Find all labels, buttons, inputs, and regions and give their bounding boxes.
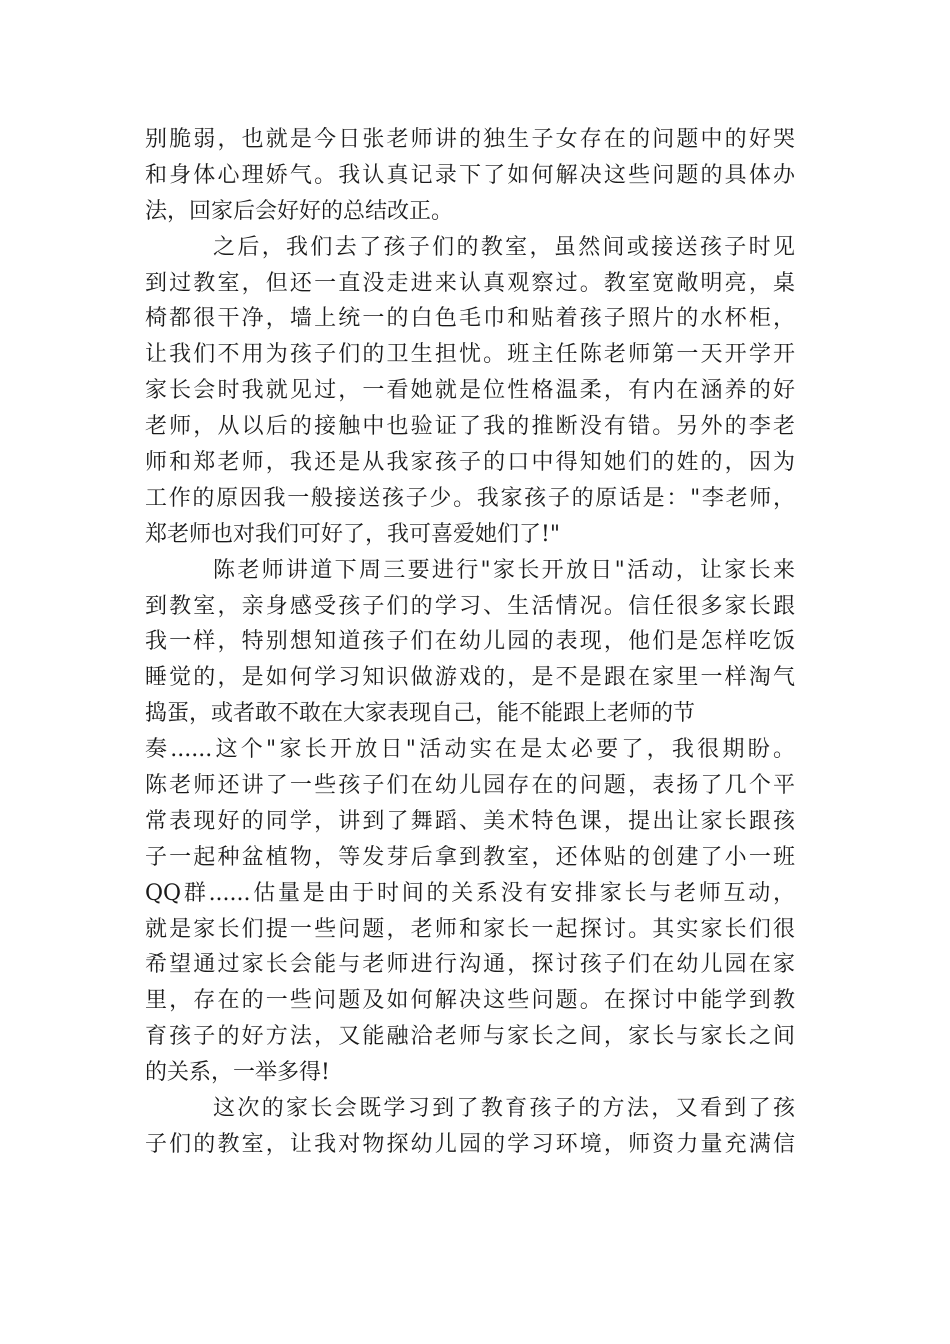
text-line: 让我们不用为孩子们的卫生担忧。班主任陈老师第一天开学开: [145, 342, 795, 368]
text-line: 老师，从以后的接触中也验证了我的推断没有错。另外的李老: [145, 414, 795, 440]
text-line: 师和郑老师，我还是从我家孩子的口中得知她们的姓的，因为: [145, 450, 795, 476]
text-line: 别脆弱，也就是今日张老师讲的独生子女存在的问题中的好哭: [145, 127, 795, 152]
text-line: 捣蛋，或者敢不敢在大家表现自己，能不能跟上老师的节: [145, 701, 696, 727]
body-text: [145, 122, 795, 1163]
text-line: 工作的原因我一般接送孩子少。我家孩子的原话是："李老师，: [145, 485, 795, 511]
text-line: 希望通过家长会能与老师进行沟通，探讨孩子们在幼儿园在家: [145, 952, 795, 978]
text-line: 到过教室，但还一直没走进来认真观察过。教室宽敞明亮，桌: [145, 270, 795, 296]
text-line: 奏......这个"家长开放日"活动实在是太必要了，我很期盼。: [145, 737, 795, 763]
text-line: 法，回家后会好好的总结改正。: [145, 198, 454, 224]
text-line: 里，存在的一些问题及如何解决这些问题。在探讨中能学到教: [145, 988, 795, 1014]
paragraph-first-line: 陈老师讲道下周三要进行"家长开放日"活动，让家长来: [213, 557, 795, 583]
text-line: 常表现好的同学，讲到了舞蹈、美术特色课，提出让家长跟孩: [145, 808, 795, 834]
text-line: 郑老师也对我们可好了，我可喜爱她们了!": [145, 521, 560, 547]
text-line: QQ群......估量是由于时间的关系没有安排家长与老师互动，: [145, 880, 795, 906]
text-line: 到教室，亲身感受孩子们的学习、生活情况。信任很多家长跟: [145, 593, 795, 619]
text-line: 家长会时我就见过，一看她就是位性格温柔，有内在涵养的好: [145, 378, 795, 404]
text-line: 育孩子的好方法，又能融洽老师与家长之间，家长与家长之间: [145, 1024, 795, 1050]
text-line: 就是家长们提一些问题，老师和家长一起探讨。其实家长们很: [145, 916, 795, 942]
text-line: 子一起种盆植物，等发芽后拿到教室，还体贴的创建了小一班: [145, 844, 795, 870]
text-line: 子们的教室，让我对物探幼儿园的学习环境，师资力量充满信: [145, 1131, 795, 1157]
text-line: 陈老师还讲了一些孩子们在幼儿园存在的问题，表扬了几个平: [145, 773, 795, 799]
text-line: 椅都很干净，墙上统一的白色毛巾和贴着孩子照片的水杯柜，: [145, 306, 795, 332]
text-line: 的关系，一举多得!: [145, 1060, 330, 1086]
text-line: 和身体心理娇气。我认真记录下了如何解决这些问题的具体办: [145, 162, 795, 188]
paragraph-first-line: 这次的家长会既学习到了教育孩子的方法，又看到了孩: [213, 1096, 795, 1122]
text-line: 我一样，特别想知道孩子们在幼儿园的表现，他们是怎样吃饭: [145, 629, 795, 655]
text-line: 睡觉的，是如何学习知识做游戏的，是不是跟在家里一样淘气: [145, 665, 795, 691]
paragraph-first-line: 之后，我们去了孩子们的教室，虽然间或接送孩子时见: [213, 234, 795, 260]
